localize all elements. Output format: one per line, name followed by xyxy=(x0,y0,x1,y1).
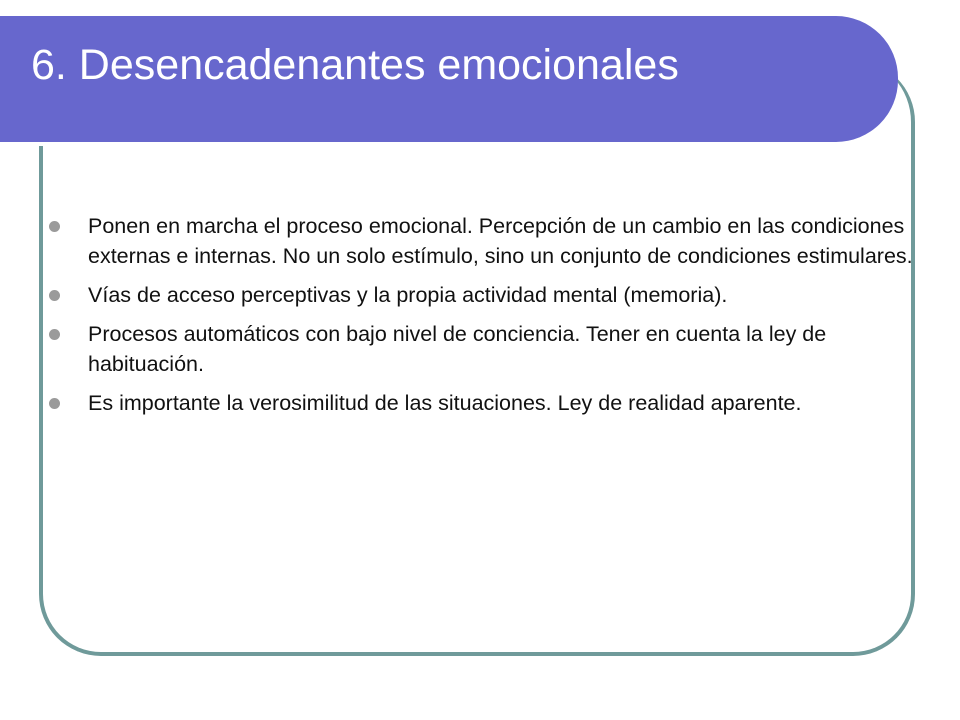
bullet-dot-icon xyxy=(49,290,60,301)
bullet-list xyxy=(49,211,914,427)
bullet-item xyxy=(49,280,914,310)
bullet-item xyxy=(49,388,914,418)
bullet-item xyxy=(49,211,914,271)
bullet-text: Vías de acceso perceptivas y la propia actividad mental (memoria). xyxy=(88,283,728,307)
slide-title: 6. Desencadenantes emocionales xyxy=(31,41,679,89)
bullet-item xyxy=(49,319,914,379)
bullet-text: Es importante la verosimilitud de las situaciones. Ley de realidad aparente. xyxy=(88,391,802,415)
bullet-dot-icon xyxy=(49,221,60,232)
bullet-dot-icon xyxy=(49,329,60,340)
bullet-dot-icon xyxy=(49,398,60,409)
title-underline xyxy=(0,142,850,146)
bullet-text: Ponen en marcha el proceso emocional. Percepción de un cambio en las condiciones externas e internas. No un solo estímulo, sino un conjunto de condiciones estimulares. xyxy=(88,214,913,268)
bullet-text: Procesos automáticos con bajo nivel de conciencia. Tener en cuenta la ley de habituación. xyxy=(88,322,827,376)
